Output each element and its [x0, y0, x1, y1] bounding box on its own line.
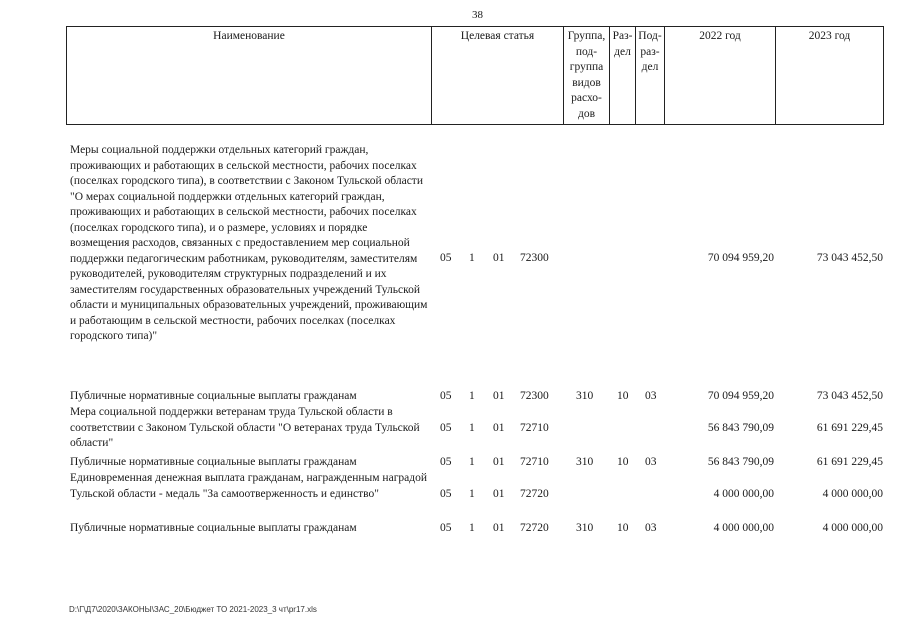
cell-main-event: 01 [493, 488, 505, 500]
row-name: Публичные нормативные социальные выплаты гражданам [70, 522, 357, 534]
cell-direction: 72720 [520, 522, 549, 534]
cell-section: 10 [617, 456, 629, 468]
table-header [66, 26, 884, 125]
header-subsection: Под- раз- дел [635, 27, 664, 124]
header-year-2023: 2023 год [775, 27, 883, 124]
header-section: Раз- дел [609, 27, 635, 124]
table-row [0, 405, 905, 453]
cell-2023: 4 000 000,00 [822, 488, 883, 500]
file-path-footer: D:\Г\Д7\2020\ЗАКОНЫ\ЗАС_20\Бюджет ТО 2021-2023_3 чт\pr17.xls [69, 605, 317, 614]
table-row [0, 455, 905, 471]
cell-2023: 73 043 452,50 [816, 252, 883, 264]
cell-subprogram: 1 [469, 522, 475, 534]
cell-2023: 61 691 229,45 [816, 456, 883, 468]
cell-program: 05 [440, 456, 452, 468]
cell-2023: 61 691 229,45 [816, 422, 883, 434]
header-year-2022: 2022 год [664, 27, 775, 124]
cell-group: 310 [576, 390, 594, 402]
cell-program: 05 [440, 422, 452, 434]
cell-program: 05 [440, 522, 452, 534]
cell-subprogram: 1 [469, 488, 475, 500]
cell-subsection: 03 [645, 456, 657, 468]
cell-main-event: 01 [493, 422, 505, 434]
cell-2022: 70 094 959,20 [707, 390, 774, 402]
table-row [0, 471, 905, 519]
cell-group: 310 [576, 522, 594, 534]
cell-subsection: 03 [645, 390, 657, 402]
cell-main-event: 01 [493, 456, 505, 468]
header-name: Наименование [213, 30, 285, 42]
row-name: Публичные нормативные социальные выплаты гражданам [70, 390, 357, 402]
row-name: Единовременная денежная выплата гражданам, награжденным наградой Тульской области - медаль "За самоотверженность и единство" [70, 472, 428, 500]
table-row [0, 521, 905, 537]
cell-subprogram: 1 [469, 456, 475, 468]
cell-section: 10 [617, 522, 629, 534]
cell-subsection: 03 [645, 522, 657, 534]
cell-2022: 70 094 959,20 [707, 252, 774, 264]
table-row [0, 389, 905, 405]
cell-group: 310 [576, 456, 594, 468]
cell-direction: 72710 [520, 422, 549, 434]
cell-program: 05 [440, 390, 452, 402]
cell-subprogram: 1 [469, 252, 475, 264]
cell-2022: 56 843 790,09 [707, 422, 774, 434]
header-target-article: Целевая статья [431, 27, 563, 124]
cell-main-event: 01 [493, 522, 505, 534]
cell-2022: 4 000 000,00 [713, 522, 774, 534]
cell-main-event: 01 [493, 252, 505, 264]
cell-program: 05 [440, 252, 452, 264]
cell-subprogram: 1 [469, 422, 475, 434]
cell-section: 10 [617, 390, 629, 402]
cell-2022: 4 000 000,00 [713, 488, 774, 500]
cell-program: 05 [440, 488, 452, 500]
cell-main-event: 01 [493, 390, 505, 402]
cell-direction: 72300 [520, 390, 549, 402]
row-name: Меры социальной поддержки отдельных категорий граждан, проживающих и работающих в сельской местности, рабочих поселках (поселках городского типа), в соответствии с Законом Тульской области "О мерах социальной поддержки отдельных категорий граждан, проживающих и работающих в сельской местности, рабочих поселках (поселках городского типа), и о размере, условиях и порядке возмещения расходов, связанных с предоставлением мер социальной поддержки педагогическим работникам, руководителям, заместителям руководителей, руководителям структурных подразделений и их заместителям государственных образовательных учреждений Тульской области и муниципальных образовательных учреждений, проживающим и работающим в сельской местности, рабочих поселках (поселках городского типа)" [70, 144, 428, 342]
cell-direction: 72720 [520, 488, 549, 500]
cell-2023: 73 043 452,50 [816, 390, 883, 402]
cell-2023: 4 000 000,00 [822, 522, 883, 534]
cell-2022: 56 843 790,09 [707, 456, 774, 468]
table-row [0, 143, 905, 368]
row-name: Публичные нормативные социальные выплаты гражданам [70, 456, 357, 468]
header-group: Группа, под- группа видов расхо- дов [563, 27, 609, 124]
page-number: 38 [472, 9, 483, 21]
cell-direction: 72300 [520, 252, 549, 264]
row-name: Мера социальной поддержки ветеранам труда Тульской области в соответствии с Законом Тульской области "О ветеранах труда Тульской области" [70, 406, 420, 449]
cell-subprogram: 1 [469, 390, 475, 402]
cell-direction: 72710 [520, 456, 549, 468]
